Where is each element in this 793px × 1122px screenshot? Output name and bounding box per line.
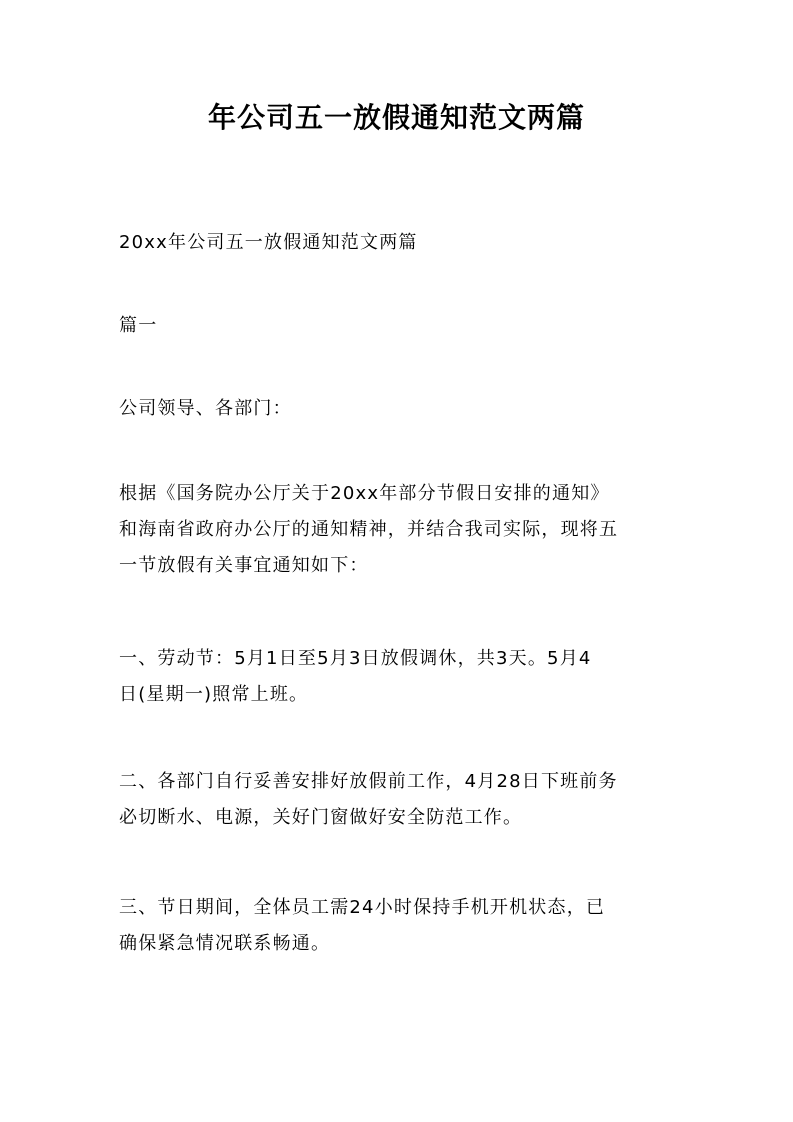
item1-line: 一、劳动节：5月1日至5月3日放假调休，共3天。5月4 [119,648,592,669]
notice-item-3 [119,890,679,962]
item1-line: 日(星期一)照常上班。 [119,684,309,705]
salutation-text: 公司领导、各部门： [119,398,292,419]
salutation [119,391,679,427]
item2-line: 必切断水、电源，关好门窗做好安全防范工作。 [119,807,523,828]
intro-line: 一节放假有关事宜通知如下： [119,555,369,576]
item2-line: 二、各部门自行妥善安排好放假前工作，4月28日下班前务 [119,771,618,792]
intro-paragraph [119,476,679,584]
item3-line: 确保紧急情况联系畅通。 [119,933,331,954]
document-subtitle [119,225,679,261]
notice-item-1 [119,641,679,713]
section-label [119,308,679,344]
intro-line: 和海南省政府办公厅的通知精神，并结合我司实际，现将五 [119,519,619,540]
notice-item-2 [119,764,679,836]
document-title: 年公司五一放假通知范文两篇 [207,101,585,134]
intro-line: 根据《国务院办公厅关于20xx年部分节假日安排的通知》 [119,483,610,504]
item3-line: 三、节日期间，全体员工需24小时保持手机开机状态，已 [119,897,606,918]
section-label-text: 篇一 [119,315,158,336]
subtitle-line: 20xx年公司五一放假通知范文两篇 [119,232,418,253]
